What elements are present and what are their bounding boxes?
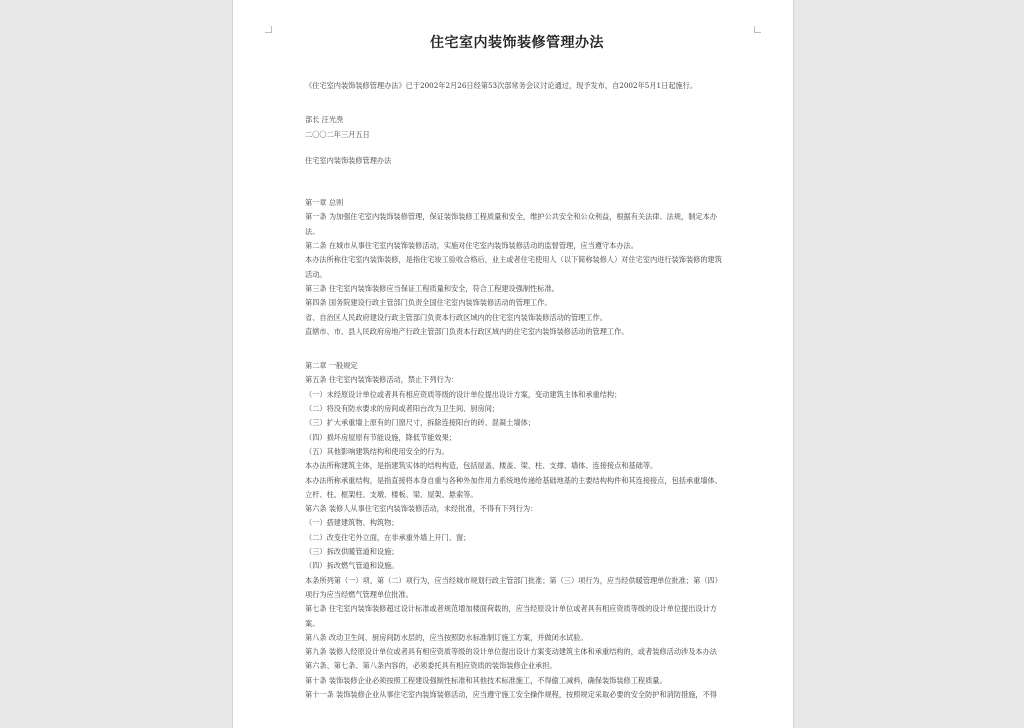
page-content [305,33,729,702]
signatory: 部长 汪光焘 [305,115,344,125]
paragraph-line: （五）其他影响建筑结构和使用安全的行为。 [305,446,449,456]
chapter-1-heading: 第一章 总则 [305,198,344,208]
paragraph-line: 第一条 为加强住宅室内装饰装修管理，保证装饰装修工程质量和安全，维护公共安全和公众利益，根据有关法律、法规，制定本办 [305,212,717,222]
paragraph-line: 第六条 装修人从事住宅室内装饰装修活动，未经批准，不得有下列行为： [305,504,538,514]
paragraph-line: （三）扩大承重墙上原有的门窗尺寸，拆除连接阳台的砖、混凝土墙体； [305,418,536,428]
paragraph-line: 案。 [305,618,320,628]
paragraph-line: （三）拆改供暖管道和设施； [305,547,399,557]
paragraph-line: 本办法所称住宅室内装饰装修，是指住宅竣工验收合格后，业主或者住宅使用人（以下简称装修人）对住宅室内进行装饰装修的建筑 [305,255,722,265]
document-title: 住宅室内装饰装修管理办法 [430,35,604,51]
paragraph-line: 直辖市、市、县人民政府房地产行政主管部门负责本行政区域内的住宅室内装饰装修活动的管理工作。 [305,326,629,336]
paragraph-line: 省、自治区人民政府建设行政主管部门负责本行政区域内的住宅室内装饰装修活动的管理工作。 [305,312,607,322]
paragraph-line: 第七条 住宅室内装饰装修超过设计标准或者规范增加楼面荷载的，应当经原设计单位或者具有相应资质等级的设计单位提出设计方 [305,604,717,614]
chapter-2-body [305,373,729,702]
document-subtitle: 住宅室内装饰装修管理办法 [305,155,392,165]
paragraph-line: 第四条 国务院建设行政主管部门负责全国住宅室内装饰装修活动的管理工作。 [305,298,552,308]
paragraph-line: 本办法所称建筑主体，是指建筑实体的结构构造，包括屋盖、楼盖、梁、柱、支撑、墙体、连接接点和基础等。 [305,461,658,471]
paragraph-line: 第三条 住宅室内装饰装修应当保证工程质量和安全，符合工程建设强制性标准。 [305,283,559,293]
paragraph-line: 第六条、第七条、第八条内容的，必须委托具有相应资质的装饰装修企业承担。 [305,661,557,671]
paragraph-line: 活动。 [305,269,327,279]
crop-mark-top-right [754,26,761,33]
paragraph-line: 第二条 在城市从事住宅室内装饰装修活动，实施对住宅室内装饰装修活动的监督管理，应当遵守本办法。 [305,241,638,251]
paragraph-line: 项行为应当经燃气管理单位批准。 [305,589,413,599]
paragraph-line: 第十一条 装饰装修企业从事住宅室内装饰装修活动，应当遵守施工安全操作规程，按照规定采取必要的安全防护和消防措施，不得 [305,689,717,699]
paragraph-line: 本条所列第（一）项、第（二）项行为，应当经城市规划行政主管部门批准；第（三）项行为，应当经供暖管理单位批准；第（四） [305,575,722,585]
paragraph-line: 第五条 住宅室内装饰装修活动，禁止下列行为： [305,375,459,385]
paragraph-line: 第八条 改动卫生间、厨房间防水层的，应当按照防水标准制订施工方案，并做闭水试验。 [305,632,588,642]
chapter-2-heading: 第二章 一般规定 [305,361,358,371]
crop-mark-top-left [265,26,272,33]
paragraph-line: （四）损坏房屋原有节能设施，降低节能效果； [305,432,456,442]
paragraph-line: （四）拆改燃气管道和设施。 [305,561,399,571]
paragraph-line: （一）搭建建筑物、构筑物； [305,518,399,528]
paragraph-line: 第十条 装饰装修企业必须按照工程建设强制性标准和其他技术标准施工，不得偷工减料，确保装饰装修工程质量。 [305,675,667,685]
preamble-text: 《住宅室内装饰装修管理办法》已于2002年2月26日经第53次部常务会议讨论通过，现予发布，自2002年5月1日起施行。 [305,81,698,90]
paragraph-line: 本办法所称承重结构，是指直接将本身自重与各种外加作用力系统地传递给基础地基的主要结构构件和其连接接点，包括承重墙体、 [305,475,722,485]
paragraph-line: 第九条 装修人经原设计单位或者具有相应资质等级的设计单位提出设计方案变动建筑主体和承重结构的，或者装修活动涉及本办法 [305,647,717,657]
issue-date: 二〇〇二年三月五日 [305,129,370,139]
paragraph-line: 法。 [305,226,320,236]
paragraph-line: （二）改变住宅外立面，在非承重外墙上开门、窗； [305,532,471,542]
paragraph-line: 立杆、柱、框架柱、支墩、楼板、梁、屋架、悬索等。 [305,489,478,499]
chapter-1-body [305,210,729,339]
document-page [232,0,794,728]
paragraph-line: （一）未经原设计单位或者具有相应资质等级的设计单位提出设计方案，变动建筑主体和承重结构； [305,389,622,399]
paragraph-line: （二）将没有防水要求的房间或者阳台改为卫生间、厨房间； [305,404,500,414]
